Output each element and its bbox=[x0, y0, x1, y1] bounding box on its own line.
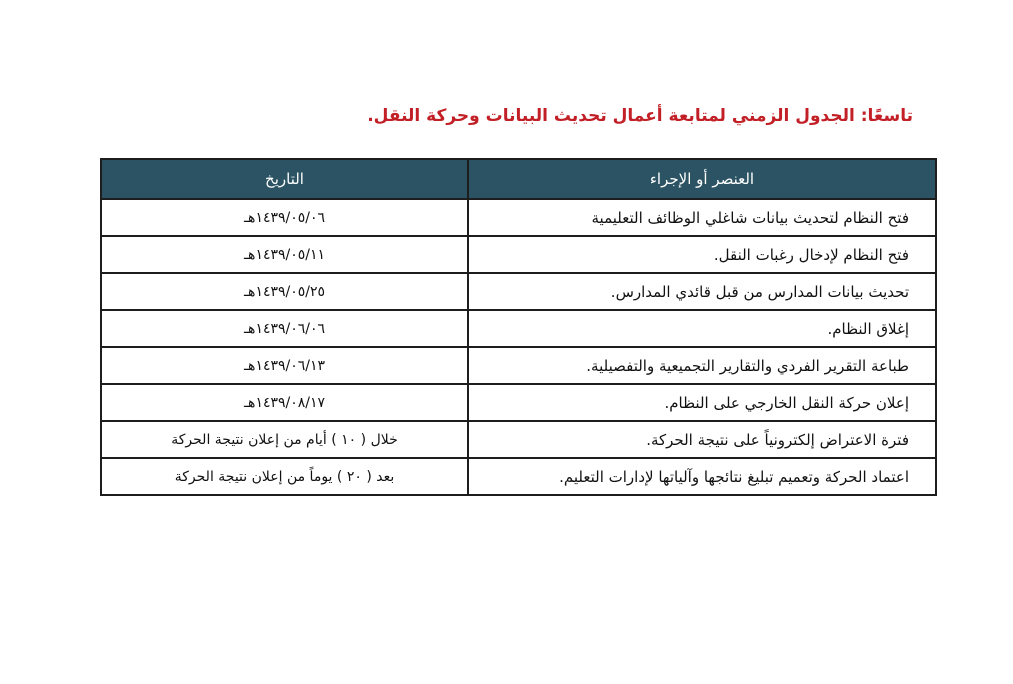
table-row bbox=[101, 384, 936, 421]
item-cell: فتح النظام لإدخال رغبات النقل. bbox=[468, 236, 936, 273]
table-row bbox=[101, 458, 936, 495]
date-cell: ١٤٣٩/٠٦/١٣هـ bbox=[101, 347, 468, 384]
page-title: تاسعًا: الجدول الزمني لمتابعة أعمال تحديث البيانات وحركة النقل. bbox=[367, 106, 913, 126]
item-cell: إعلان حركة النقل الخارجي على النظام. bbox=[468, 384, 936, 421]
item-cell: طباعة التقرير الفردي والتقارير التجميعية والتفصيلية. bbox=[468, 347, 936, 384]
item-cell: فتح النظام لتحديث بيانات شاغلي الوظائف التعليمية bbox=[468, 199, 936, 236]
table-row bbox=[101, 236, 936, 273]
table-row bbox=[101, 199, 936, 236]
column-header-item: العنصر أو الإجراء bbox=[468, 159, 936, 199]
date-cell: ١٤٣٩/٠٥/٢٥هـ bbox=[101, 273, 468, 310]
table-row bbox=[101, 273, 936, 310]
item-cell: اعتماد الحركة وتعميم تبليغ نتائجها وآلياتها لإدارات التعليم. bbox=[468, 458, 936, 495]
item-cell: فترة الاعتراض إلكترونياً على نتيجة الحركة. bbox=[468, 421, 936, 458]
date-cell: ١٤٣٩/٠٥/٠٦هـ bbox=[101, 199, 468, 236]
date-cell: بعد ( ٢٠ ) يوماً من إعلان نتيجة الحركة bbox=[101, 458, 468, 495]
table-row bbox=[101, 310, 936, 347]
date-cell: ١٤٣٩/٠٨/١٧هـ bbox=[101, 384, 468, 421]
date-cell: خلال ( ١٠ ) أيام من إعلان نتيجة الحركة bbox=[101, 421, 468, 458]
table-row bbox=[101, 347, 936, 384]
table-row bbox=[101, 421, 936, 458]
schedule-table bbox=[100, 158, 937, 496]
column-header-date: التاريخ bbox=[101, 159, 468, 199]
item-cell: إغلاق النظام. bbox=[468, 310, 936, 347]
date-cell: ١٤٣٩/٠٦/٠٦هـ bbox=[101, 310, 468, 347]
item-cell: تحديث بيانات المدارس من قبل قائدي المدارس. bbox=[468, 273, 936, 310]
table-header-row bbox=[101, 159, 936, 199]
date-cell: ١٤٣٩/٠٥/١١هـ bbox=[101, 236, 468, 273]
